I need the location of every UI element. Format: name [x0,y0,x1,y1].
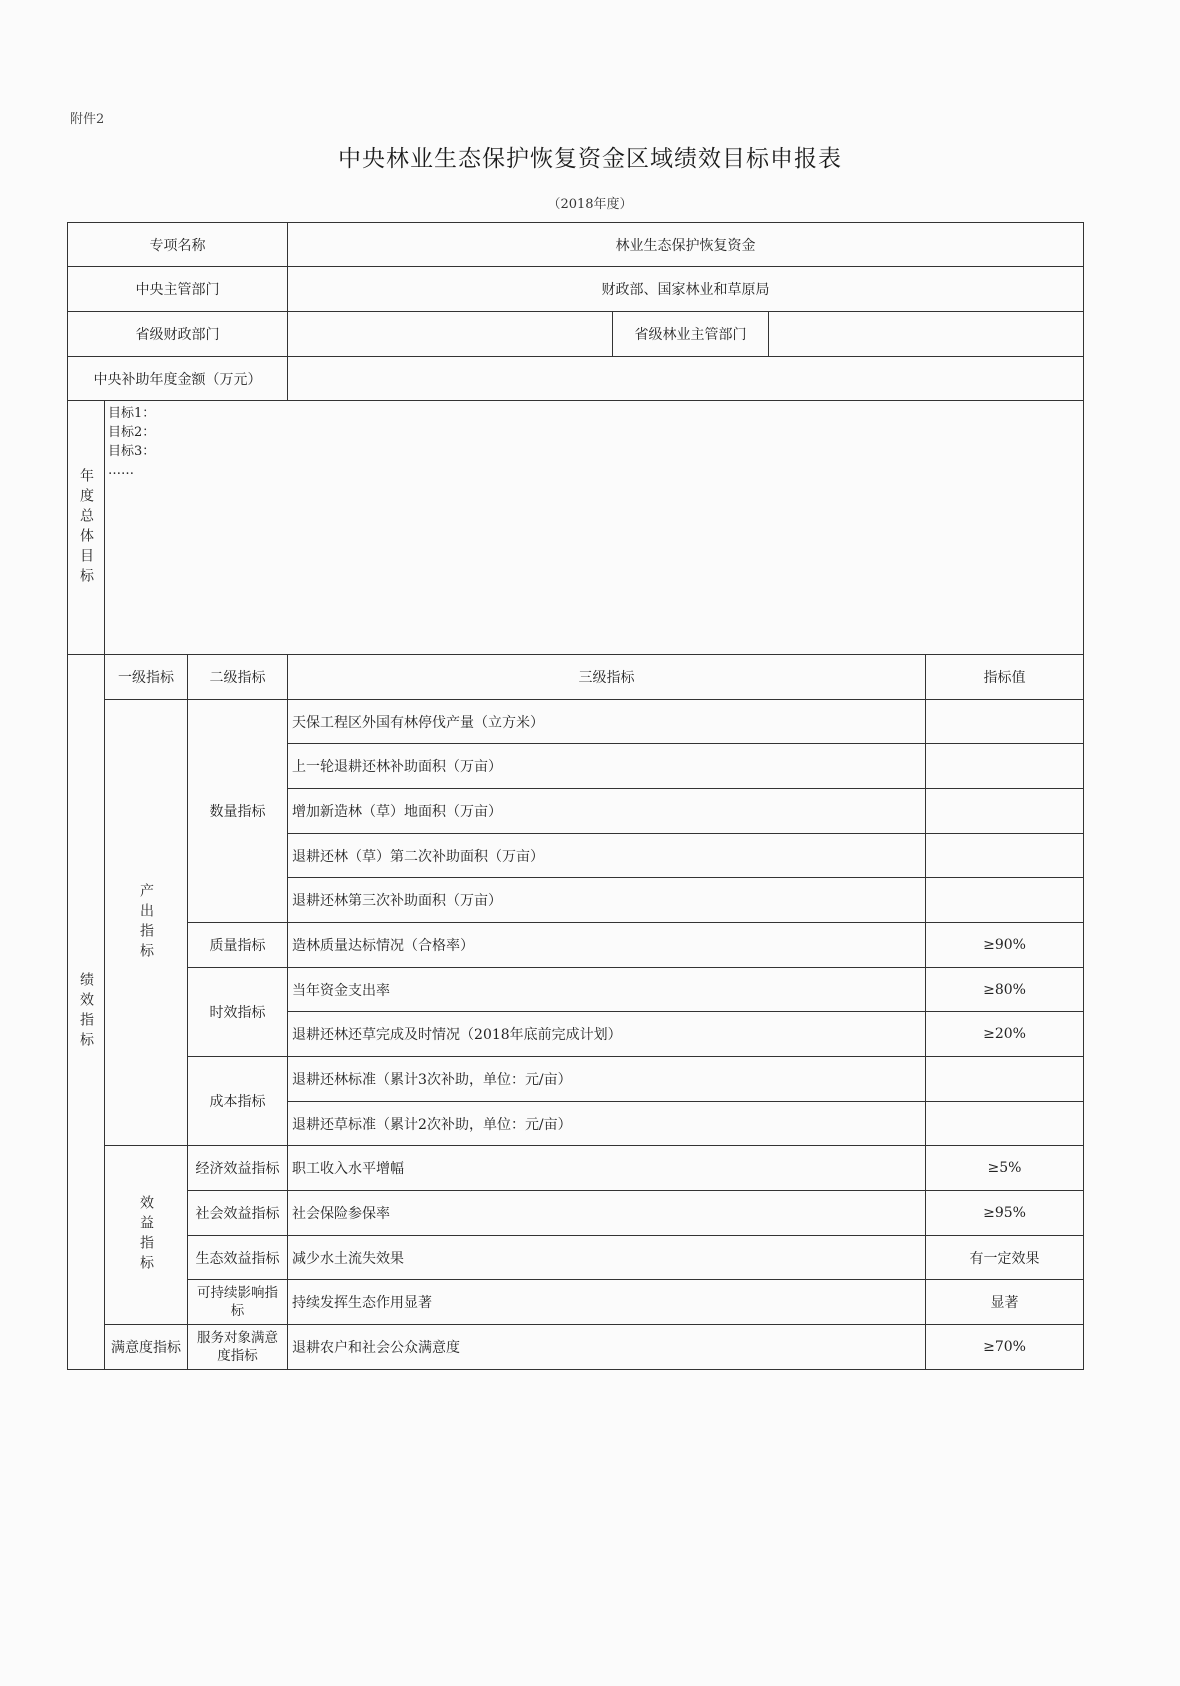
goal-line: 目标1： [108,406,156,421]
indicator-value[interactable]: 有一定效果 [926,1236,1084,1280]
header-level3: 三级指标 [288,655,926,700]
ecological-indicators-label: 生态效益指标 [188,1236,288,1280]
performance-indicators-label-cell [68,655,105,1370]
page-title: 中央林业生态保护恢复资金区域绩效目标申报表 [338,146,842,172]
year-label: （2018年度） [547,197,633,212]
subsidy-amount-label: 中央补助年度金额（万元） [68,357,288,401]
indicator-value[interactable]: ≥95% [926,1191,1084,1236]
prov-forestry-label: 省级林业主管部门 [613,312,769,357]
indicator-value[interactable]: ≥20% [926,1012,1084,1057]
sustainable-indicators-label: 可持续影响指标 [188,1280,288,1325]
annual-goal-label: 年度总体目标 [78,467,94,588]
indicator-value[interactable]: ≥80% [926,968,1084,1012]
service-satisfaction-label: 服务对象满意度指标 [188,1325,288,1370]
indicator-value[interactable]: ≥5% [926,1146,1084,1191]
project-name-label: 专项名称 [68,223,288,267]
indicator-name: 退耕还林标准（累计3次补助，单位：元/亩） [288,1057,926,1102]
indicator-value[interactable] [926,1102,1084,1146]
indicator-name: 造林质量达标情况（合格率） [288,923,926,968]
indicator-name: 职工收入水平增幅 [288,1146,926,1191]
benefit-indicators-label: 效益指标 [138,1195,154,1275]
goal-line: 目标2： [108,425,156,440]
indicator-value[interactable]: ≥70% [926,1325,1084,1370]
prov-forestry-value[interactable] [769,312,1084,357]
prov-finance-value[interactable] [288,312,613,357]
header-value: 指标值 [926,655,1084,700]
project-name-value: 林业生态保护恢复资金 [288,223,1084,267]
benefit-indicators-cell [105,1146,188,1325]
indicator-name: 退耕还草标准（累计2次补助，单位：元/亩） [288,1102,926,1146]
economic-indicators-label: 经济效益指标 [188,1146,288,1191]
cost-indicators-label: 成本指标 [188,1057,288,1146]
annual-goal-content[interactable] [105,401,1084,655]
indicator-value[interactable] [926,744,1084,789]
indicator-value[interactable]: ≥90% [926,923,1084,968]
annual-goal-label-cell [68,401,105,655]
output-indicators-label: 产出指标 [138,882,154,963]
quantity-indicators-label: 数量指标 [188,700,288,923]
indicator-name: 减少水土流失效果 [288,1236,926,1280]
indicator-name: 退耕还林第三次补助面积（万亩） [288,878,926,923]
social-indicators-label: 社会效益指标 [188,1191,288,1236]
satisfaction-indicators-label: 满意度指标 [105,1325,188,1370]
indicator-value[interactable] [926,834,1084,878]
performance-target-table [67,222,1084,1370]
indicator-value[interactable] [926,789,1084,834]
goal-line: …… [108,463,134,478]
indicator-name: 退耕还林还草完成及时情况（2018年底前完成计划） [288,1012,926,1057]
timeliness-indicators-label: 时效指标 [188,968,288,1057]
indicator-name: 天保工程区外国有林停伐产量（立方米） [288,700,926,744]
indicator-name: 退耕还林（草）第二次补助面积（万亩） [288,834,926,878]
header-level1: 一级指标 [105,655,188,700]
indicator-name: 上一轮退耕还林补助面积（万亩） [288,744,926,789]
indicator-value[interactable] [926,1057,1084,1102]
indicator-value[interactable]: 显著 [926,1280,1084,1325]
goal-line: 目标3： [108,444,156,459]
indicator-name: 当年资金支出率 [288,968,926,1012]
indicator-value[interactable] [926,878,1084,923]
indicator-value[interactable] [926,700,1084,744]
indicator-name: 增加新造林（草）地面积（万亩） [288,789,926,834]
central-dept-value: 财政部、国家林业和草原局 [288,267,1084,312]
output-indicators-cell [105,700,188,1146]
indicator-name: 持续发挥生态作用显著 [288,1280,926,1325]
quality-indicators-label: 质量指标 [188,923,288,968]
prov-finance-label: 省级财政部门 [68,312,288,357]
subsidy-amount-value[interactable] [288,357,1084,401]
indicator-name: 社会保险参保率 [288,1191,926,1236]
central-dept-label: 中央主管部门 [68,267,288,312]
header-level2: 二级指标 [188,655,288,700]
attachment-label: 附件2 [70,112,105,127]
indicator-name: 退耕农户和社会公众满意度 [288,1325,926,1370]
performance-indicators-label: 绩效指标 [78,972,94,1052]
